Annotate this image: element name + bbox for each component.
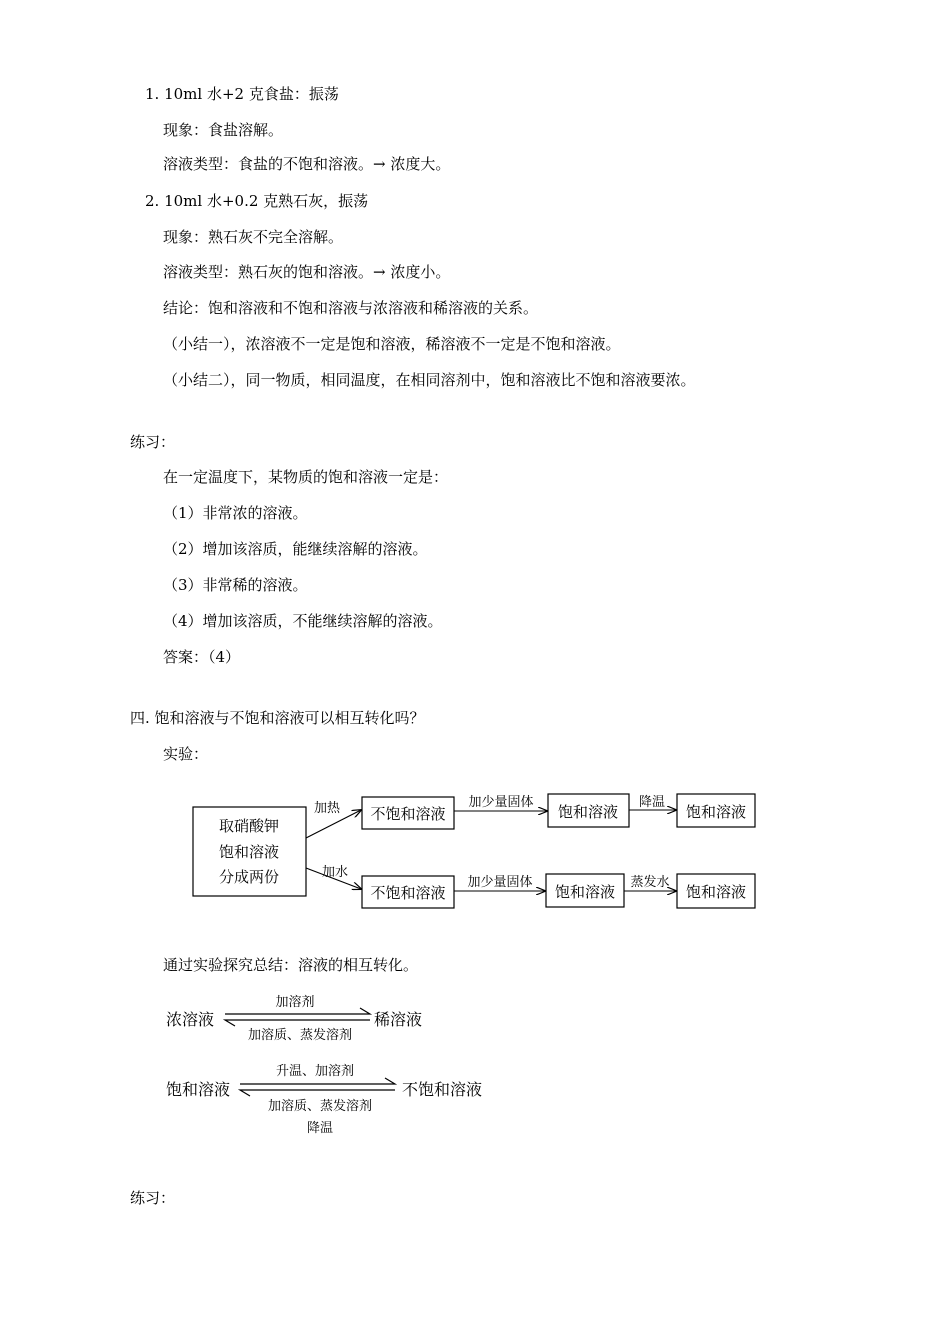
experiment-label: 实验： (163, 745, 209, 763)
conversion-2-backward-arrow (240, 1090, 395, 1096)
exercise-answer: 答案：（4） (163, 648, 241, 666)
exercise-heading: 练习： (130, 433, 176, 451)
section-four-title: 四. 饱和溶液与不饱和溶液可以相互转化吗？ (130, 709, 425, 727)
exercise-option-4: （4）增加该溶质，不能继续溶解的溶液。 (163, 612, 443, 630)
conversion-1-forward-label: 加溶剂 (275, 995, 315, 1010)
top-box-1-label: 不饱和溶液 (370, 805, 446, 823)
conclusion: 结论：饱和溶液和不饱和溶液与浓溶液和稀溶液的关系。 (163, 299, 539, 317)
conversion-2-right: 不饱和溶液 (402, 1080, 483, 1099)
bottom-box-2-label: 饱和溶液 (554, 883, 616, 901)
top-box-3-label: 饱和溶液 (685, 803, 747, 821)
experiment-summary: 通过实验探究总结：溶液的相互转化。 (163, 956, 419, 974)
bottom-arrow-1-label: 加少量固体 (467, 875, 533, 890)
exercise-option-3: （3）非常稀的溶液。 (163, 576, 308, 594)
exercise-option-2: （2）增加该溶质，能继续溶解的溶液。 (163, 540, 428, 558)
exercise-question: 在一定温度下，某物质的饱和溶液一定是： (163, 468, 449, 486)
conversion-1-backward-arrow (225, 1020, 370, 1026)
exercise-2-heading: 练习： (130, 1189, 176, 1207)
branch-label-bottom: 加水 (322, 865, 349, 880)
top-arrow-1-label: 加少量固体 (468, 795, 534, 810)
bottom-box-3-label: 饱和溶液 (685, 883, 747, 901)
conversion-1-left: 浓溶液 (166, 1010, 215, 1029)
conversion-1-right: 稀溶液 (374, 1010, 423, 1029)
conversion-2-backward-label-2: 降温 (306, 1121, 334, 1136)
top-arrow-2-label: 降温 (638, 795, 666, 810)
item-1-solution-type: 溶液类型：食盐的不饱和溶液。→ 浓度大。 (163, 155, 451, 173)
item-2-phenomenon: 现象：熟石灰不完全溶解。 (163, 228, 344, 246)
bottom-arrow-2-label: 蒸发水 (630, 875, 670, 890)
start-box-line-3: 分成两份 (218, 868, 280, 886)
start-box-line-2: 饱和溶液 (218, 843, 280, 861)
branch-label-top: 加热 (314, 801, 341, 816)
bottom-box-1-label: 不饱和溶液 (370, 884, 446, 902)
item-1-phenomenon: 现象：食盐溶解。 (163, 121, 284, 139)
item-2: 2. 10ml 水+0.2 克熟石灰，振荡 (145, 192, 369, 210)
item-1: 1. 10ml 水+2 克食盐：振荡 (145, 85, 339, 103)
summary-one: （小结一），浓溶液不一定是饱和溶液，稀溶液不一定是不饱和溶液。 (163, 335, 621, 353)
start-box-line-1: 取硝酸钾 (218, 817, 280, 835)
conversion-2-left: 饱和溶液 (166, 1080, 231, 1099)
conversion-2-backward-label-1: 加溶质、蒸发溶剂 (267, 1099, 373, 1114)
conversion-2-forward-label: 升温、加溶剂 (275, 1064, 355, 1079)
exercise-option-1: （1）非常浓的溶液。 (163, 504, 308, 522)
summary-two: （小结二），同一物质，相同温度，在相同溶剂中，饱和溶液比不饱和溶液要浓。 (163, 371, 696, 389)
item-2-solution-type: 溶液类型：熟石灰的饱和溶液。→ 浓度小。 (163, 263, 451, 281)
conversion-1-backward-label: 加溶质、蒸发溶剂 (247, 1028, 353, 1043)
top-box-2-label: 饱和溶液 (557, 803, 619, 821)
